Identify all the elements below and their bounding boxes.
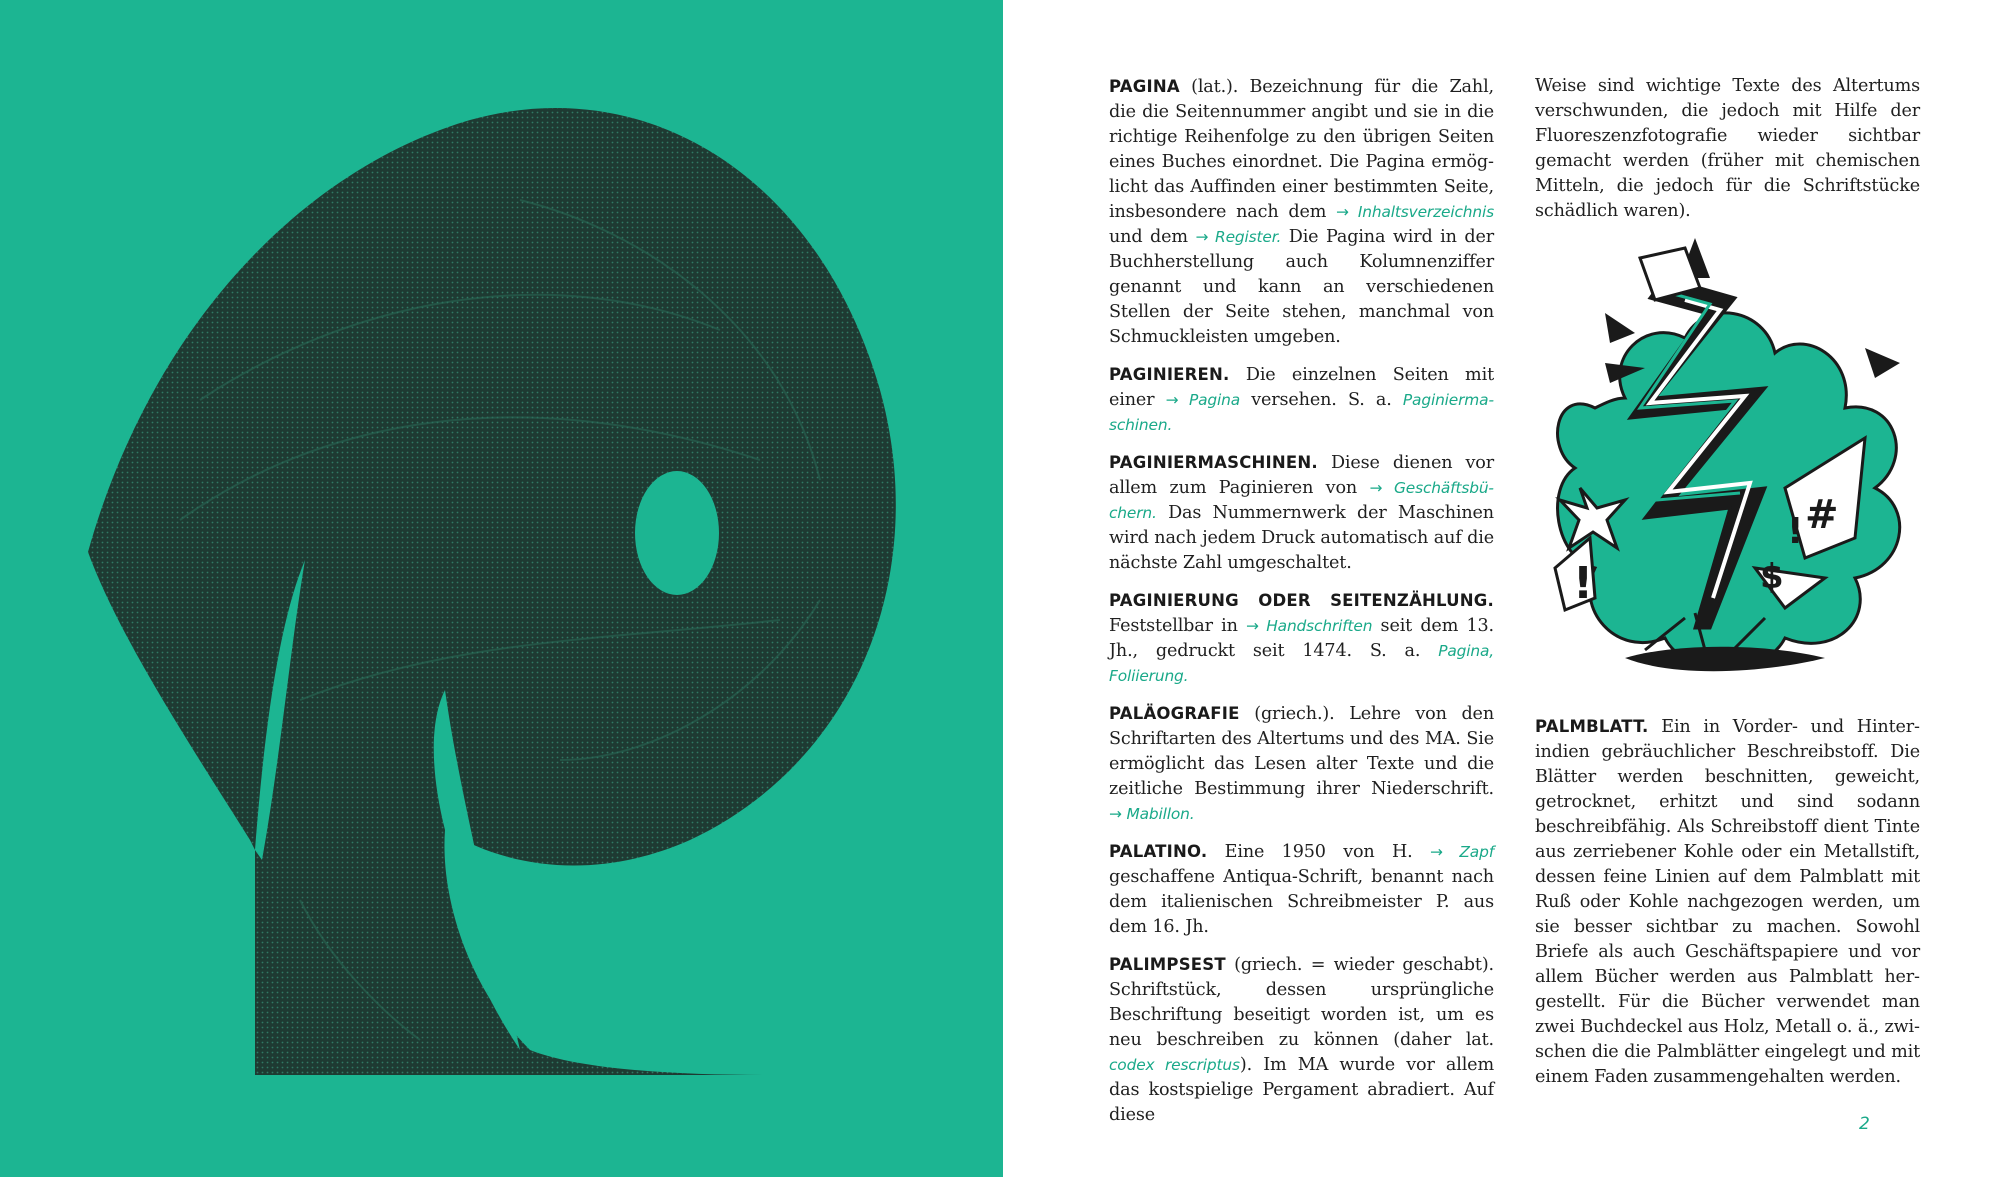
cross-reference-link[interactable]: Paginiermaschinen. bbox=[1109, 391, 1494, 434]
svg-text:!: ! bbox=[1573, 558, 1594, 609]
svg-text:!: ! bbox=[1787, 511, 1804, 552]
cross-reference-link[interactable]: → Zapf bbox=[1430, 843, 1494, 861]
entry-term: PALÄOGRAFIE bbox=[1109, 704, 1240, 723]
entry-paginieren: PAGINIEREN. Die einzelnen Seiten mit einer → Pagina versehen. S. a. Paginiermaschinen. bbox=[1109, 365, 1494, 434]
cross-reference-link[interactable]: Pagina, Foliierung. bbox=[1109, 642, 1494, 685]
entry-term: PALMBLATT. bbox=[1535, 717, 1649, 736]
entry-term: PAGINIERUNG ODER SEITENZÄHLUNG. bbox=[1109, 591, 1494, 610]
entry-term: PAGINIERMASCHINEN. bbox=[1109, 453, 1318, 472]
entry-term: PALIMPSEST bbox=[1109, 955, 1226, 974]
cross-reference-link[interactable]: → Register. bbox=[1195, 228, 1282, 246]
entry-palatino: PALATINO. Eine 1950 von H. → Zapf geschaffene Antiqua-Schrift, benannt nach dem italienischen Schreibmeister P. aus dem 16. Jh. bbox=[1109, 842, 1494, 937]
page-number: 2 bbox=[1859, 1114, 1870, 1134]
entry-palimpsest-continued: Weise sind wichtige Texte des Altertums verschwunden, die jedoch mit Hilfe der Fluoreszenzfotografie wieder sichtbar gemacht werden (früher mit chemischen Mitteln, die jedoch für die Schriftstücke schädlich waren). bbox=[1535, 76, 1920, 221]
entry-term: PAGINA bbox=[1109, 77, 1180, 96]
text-column-right-bottom bbox=[1535, 714, 1920, 1102]
entry-paginierung: PAGINIERUNG ODER SEITENZÄHLUNG. Feststellbar in → Handschriften seit dem 13. Jh., gedruckt seit 1474. S. a. Pagina, Foliierung. bbox=[1109, 591, 1494, 685]
cross-reference-link[interactable]: → Pagina bbox=[1165, 391, 1240, 409]
entry-paginiermaschinen: PAGINIERMASCHINEN. Diese dienen vor allem zum Paginieren von → Geschäftsbüchern. Das Nummernwerk der Maschinen wird nach jedem Druck automatisch auf die nächste Zahl umgeschaltet. bbox=[1109, 453, 1494, 573]
cross-reference-link[interactable]: → Geschäftsbüchern. bbox=[1109, 479, 1494, 522]
text-column-right bbox=[1535, 74, 1920, 236]
entry-palmblatt: PALMBLATT. Ein in Vorder- und Hinterindien gebräuchlicher Beschreibstoff. Die Blätter werden beschnitten, geweicht, getrocknet, erhitzt und sind sodann beschreibfähig. Als Schreibstoff dient Tinte aus zerriebener Kohle oder ein Metallstift, dessen feine Linien auf dem Palmblatt mit Ruß oder Kohle nachgezogen werden, um sie besser sichtbar zu machen. Sowohl Briefe als auch Geschäftspapiere und vor allem Bücher werden aus Palmblatt hergestellt. Für die Bücher verwendet man zwei Buchdeckel aus Holz, Metall o. ä., zwischen die die Palmblätter eingelegt und mit einem Faden zusammengehalten werden. bbox=[1535, 717, 1920, 1087]
cross-reference-link[interactable]: → Mabillon. bbox=[1109, 805, 1195, 823]
entry-palimpsest: PALIMPSEST (griech. = wieder geschabt). Schriftstück, dessen ursprüngliche Beschriftung beseitigt worden ist, um es neu beschreiben zu können (daher lat. codex rescriptus). Im MA wurde vor allem das kostspielige Pergament abradiert. Auf diese bbox=[1109, 955, 1494, 1125]
text-column-left bbox=[1109, 74, 1494, 1140]
cross-reference-link[interactable]: → Handschriften bbox=[1245, 617, 1373, 635]
entry-palaeografie: PALÄOGRAFIE (griech.). Lehre von den Schriftarten des Altertums und des MA. Sie ermöglicht das Lesen alter Texte und die zeitliche Bestimmung ihrer Niederschrift. → Mabillon. bbox=[1109, 704, 1494, 823]
svg-text:$: $ bbox=[1760, 557, 1784, 597]
entry-term: PALATINO. bbox=[1109, 842, 1208, 861]
svg-text:#: # bbox=[1805, 492, 1839, 538]
entry-pagina: PAGINA (lat.). Bezeichnung für die Zahl, die die Seitennummer angibt und sie in die richtige Reihenfolge zu den übrigen Seiten eines Buches einordnet. Die Pagina ermöglicht das Auffinden einer bestimmten Seite, insbesondere nach dem → Inhaltsverzeichnis und dem → Register. Die Pagina wird in der Buchherstellung auch Kolumnenziffer genannt und kann an verschiedenen Stellen der Seite stehen, manchmal von Schmuckleisten umgeben. bbox=[1109, 77, 1494, 347]
zigzag-pencil-illustration bbox=[1535, 238, 1925, 690]
zigzag-pencil-icon bbox=[1535, 238, 1925, 690]
latin-term: codex rescriptus bbox=[1109, 1056, 1240, 1074]
right-page bbox=[1003, 0, 2000, 1177]
cross-reference-link[interactable]: → Inhaltsverzeichnis bbox=[1336, 203, 1494, 221]
entry-term: PAGINIEREN. bbox=[1109, 365, 1230, 384]
